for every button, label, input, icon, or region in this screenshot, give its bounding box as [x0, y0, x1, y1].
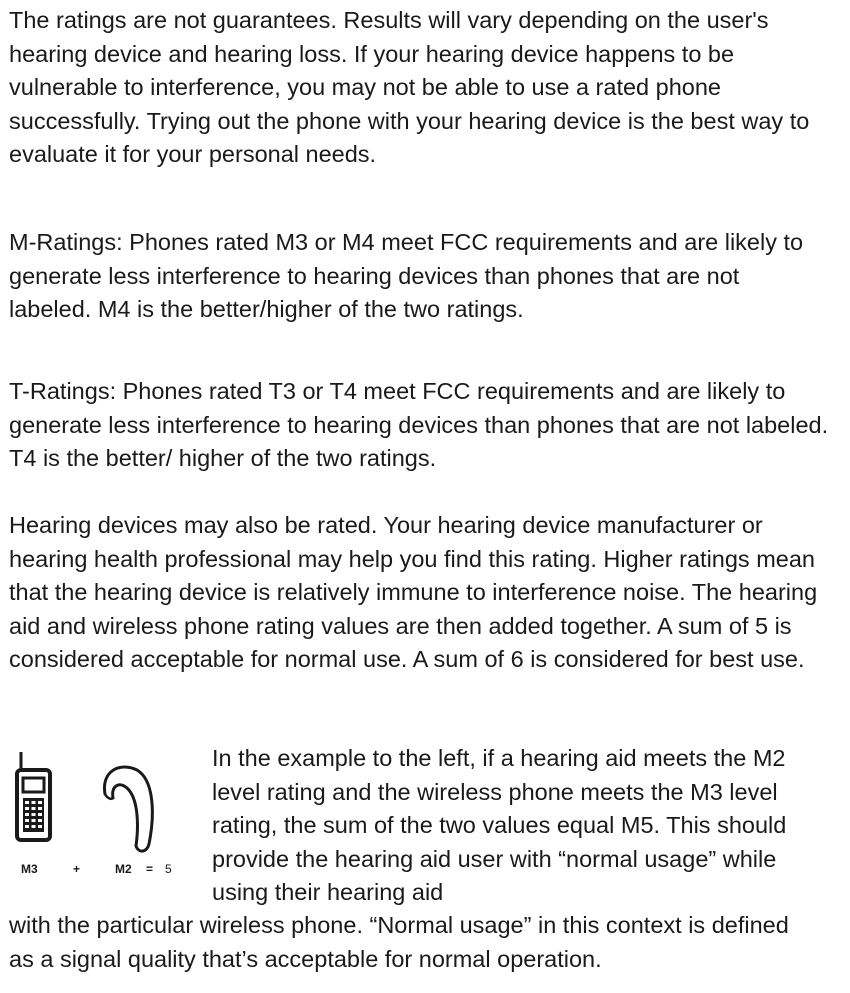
t-ratings-paragraph: T-Ratings: Phones rated T3 or T4 meet FCC requirements and are likely to generate less interference to hearing devices than phones that are not labeled. T4 is the better/ higher of the two ratings. [9, 378, 829, 471]
ratings-disclaimer-paragraph: The ratings are not guarantees. Results will vary depending on the user's hearing device and hearing loss. If your hearing device happens to be vulnerable to interference, you may not be able to use a rated phone successfully. Trying out the phone with your hearing device is the best way to evaluate it for your personal needs. [9, 7, 810, 167]
m-ratings-paragraph: M-Ratings: Phones rated M3 or M4 meet FCC requirements and are likely to generate less interference to hearing devices than phones that are not labeled. M4 is the better/higher of the two ratings. [9, 229, 804, 322]
equals-sign: = [146, 862, 154, 876]
phone-rating-label: M3 [21, 862, 38, 876]
mobile-phone-icon [17, 752, 50, 840]
example-text-continued: with the particular wireless phone. “Normal usage” in this context is defined as a signal quality that’s acceptable for normal operation. [9, 912, 789, 972]
aid-rating-label: M2 [115, 862, 132, 876]
hearing-aid-icon [104, 767, 152, 851]
plus-sign: + [73, 862, 81, 876]
rating-example-figure [9, 748, 209, 878]
hearing-devices-paragraph: Hearing devices may also be rated. Your hearing device manufacturer or hearing health professional may help you find this rating. Higher ratings mean that the hearing device is relatively immune to interference noise. The hearing aid and wireless phone rating values are then added together. A sum of 5 is considered acceptable for normal use. A sum of 6 is considered for best use. [9, 512, 818, 672]
example-text-beside-figure: In the example to the left, if a hearing aid meets the M2 level rating and the wireless phone meets the M3 level rating, the sum of the two values equal M5. This should provide the hearing aid user with “normal usage” while using their hearing aid [212, 745, 787, 905]
sum-value: 5 [165, 862, 172, 876]
